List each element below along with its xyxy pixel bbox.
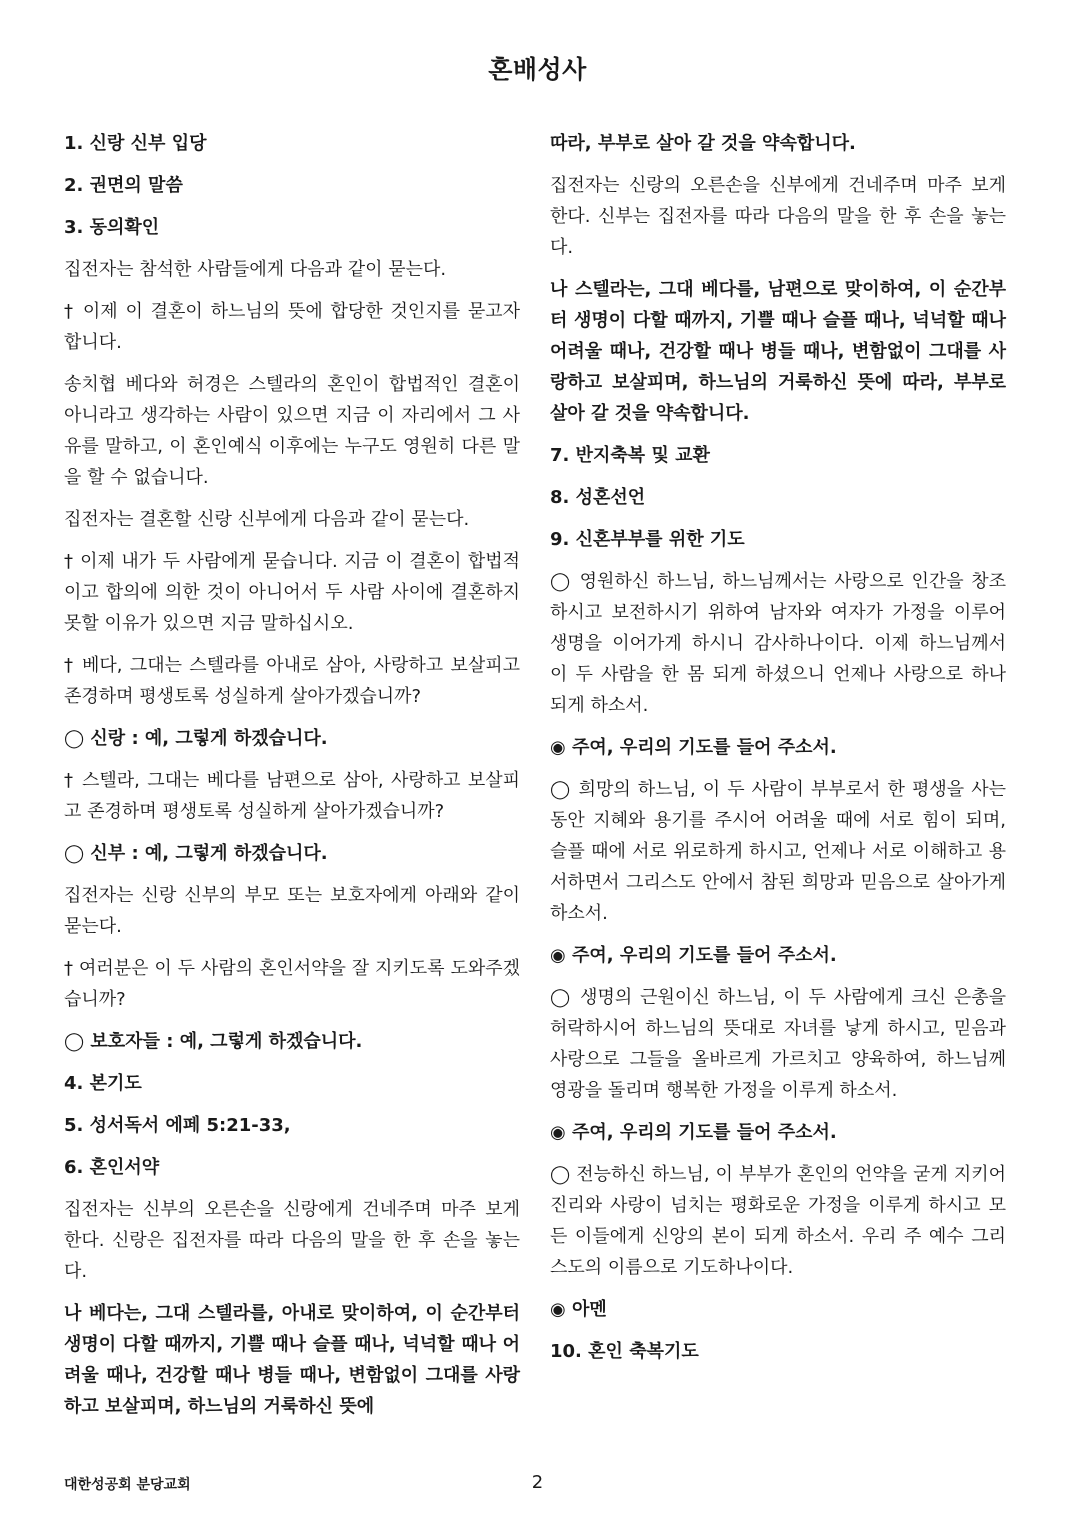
rubric-paragraph: 집전자는 신부의 오른손을 신랑에게 건네주며 마주 보게 한다. 신랑은 집전자를 따라 다음의 말을 한 후 손을 놓는다. bbox=[64, 1199, 520, 1282]
section-heading-exhortation: 2. 권면의 말씀 bbox=[64, 175, 183, 196]
prayer-paragraph: ◯ 희망의 하느님, 이 두 사람이 부부로서 한 평생을 사는 동안 지혜와 용기를 주시어 어려울 때에 서로 힘이 되며, 슬플 때에 서로 위로하게 하시고, 언제나 서로 이해하고 용서하면서 그리스도 안에서 참된 희망과 믿음으로 살아가게 하소서. bbox=[550, 779, 1006, 924]
rubric-paragraph: 집전자는 신랑 신부의 부모 또는 보호자에게 아래와 같이 묻는다. bbox=[64, 885, 520, 937]
left-column bbox=[64, 128, 520, 1433]
prayer-response: ◉ 주여, 우리의 기도를 들어 주소서. bbox=[550, 1122, 837, 1143]
section-heading-vows: 6. 혼인서약 bbox=[64, 1157, 160, 1178]
priest-question-guardians: † 여러분은 이 두 사람의 혼인서약을 잘 지키도록 도와주겠습니까? bbox=[64, 958, 520, 1010]
right-column bbox=[550, 128, 1006, 1378]
amen-response: ◉ 아멘 bbox=[550, 1299, 607, 1320]
priest-question-bride: † 스텔라, 그대는 베다를 남편으로 삼아, 사랑하고 보살피고 존경하며 평생토록 성실하게 살아가겠습니까? bbox=[64, 770, 520, 822]
prayer-response: ◉ 주여, 우리의 기도를 들어 주소서. bbox=[550, 945, 837, 966]
groom-response: ◯ 신랑 : 예, 그렇게 하겠습니다. bbox=[64, 728, 328, 749]
priest-declaration: 송치협 베다와 허경은 스텔라의 혼인이 합법적인 결혼이 아니라고 생각하는 사람이 있으면 지금 이 자리에서 그 사유를 말하고, 이 혼인예식 이후에는 누구도 영원히 다른 말을 할 수 없습니다. bbox=[64, 374, 520, 488]
section-heading-consent: 3. 동의확인 bbox=[64, 217, 160, 238]
section-heading-collect: 4. 본기도 bbox=[64, 1073, 142, 1094]
section-heading-rings: 7. 반지축복 및 교환 bbox=[550, 445, 710, 466]
priest-line: † 이제 이 결혼이 하느님의 뜻에 합당한 것인지를 묻고자 합니다. bbox=[64, 301, 520, 353]
footer-church-name: 대한성공회 분당교회 bbox=[64, 1477, 191, 1493]
rubric-paragraph: 집전자는 참석한 사람들에게 다음과 같이 묻는다. bbox=[64, 259, 447, 280]
bride-vow: 나 스텔라는, 그대 베다를, 남편으로 맞이하여, 이 순간부터 생명이 다할 때까지, 기쁠 때나 슬플 때나, 넉넉할 때나 어려울 때나, 건강할 때나 병들 때나, 변함없이 그대를 사랑하고 보살피며, 하느님의 거룩하신 뜻에 따라, 부부로 살아 갈 것을 약속합니다. bbox=[550, 279, 1006, 424]
section-heading-entrance: 1. 신랑 신부 입당 bbox=[64, 133, 207, 154]
prayer-paragraph: ◯ 전능하신 하느님, 이 부부가 혼인의 언약을 굳게 지키어 진리와 사랑이 넘치는 평화로운 가정을 이루게 하시고 모든 이들에게 신앙의 본이 되게 하소서. 우리 주 예수 그리스도의 이름으로 기도하나이다. bbox=[550, 1164, 1006, 1278]
bride-response: ◯ 신부 : 예, 그렇게 하겠습니다. bbox=[64, 843, 328, 864]
prayer-paragraph: ◯ 영원하신 하느님, 하느님께서는 사랑으로 인간을 창조하시고 보전하시기 위하여 남자와 여자가 가정을 이루어 생명을 이어가게 하시니 감사하나이다. 이제 하느님께서 이 두 사람을 한 몸 되게 하셨으니 언제나 사랑으로 하나 되게 하소서. bbox=[550, 571, 1006, 716]
rubric-paragraph: 집전자는 결혼할 신랑 신부에게 다음과 같이 묻는다. bbox=[64, 509, 470, 530]
section-heading-pronouncement: 8. 성혼선언 bbox=[550, 487, 646, 508]
page-number: 2 bbox=[531, 1472, 544, 1493]
prayer-response: ◉ 주여, 우리의 기도를 들어 주소서. bbox=[550, 737, 837, 758]
priest-line: † 이제 내가 두 사람에게 묻습니다. 지금 이 결혼이 합법적이고 합의에 의한 것이 아니어서 두 사람 사이에 결혼하지 못할 이유가 있으면 지금 말하십시오. bbox=[64, 551, 520, 634]
groom-vow: 나 베다는, 그대 스텔라를, 아내로 맞이하여, 이 순간부터 생명이 다할 때까지, 기쁠 때나 슬플 때나, 넉넉할 때나 어려울 때나, 건강할 때나 병들 때나, 변함없이 그대를 사랑하고 보살피며, 하느님의 거룩하신 뜻에 bbox=[64, 1303, 520, 1417]
priest-question-groom: † 베다, 그대는 스텔라를 아내로 삼아, 사랑하고 보살피고 존경하며 평생토록 성실하게 살아가겠습니까? bbox=[64, 655, 520, 707]
page-title: 혼배성사 bbox=[488, 55, 587, 84]
prayer-paragraph: ◯ 생명의 근원이신 하느님, 이 두 사람에게 크신 은총을 허락하시어 하느님의 뜻대로 자녀를 낳게 하시고, 믿음과 사랑으로 그들을 올바르게 가르치고 양육하여, 하느님께 영광을 돌리며 행복한 가정을 이루게 하소서. bbox=[550, 987, 1006, 1101]
guardians-response: ◯ 보호자들 : 예, 그렇게 하겠습니다. bbox=[64, 1031, 363, 1052]
rubric-paragraph: 집전자는 신랑의 오른손을 신부에게 건네주며 마주 보게 한다. 신부는 집전자를 따라 다음의 말을 한 후 손을 놓는다. bbox=[550, 175, 1006, 258]
section-heading-blessing: 10. 혼인 축복기도 bbox=[550, 1341, 699, 1362]
section-heading-reading: 5. 성서독서 에페 5:21-33, bbox=[64, 1115, 291, 1136]
groom-vow-continued: 따라, 부부로 살아 갈 것을 약속합니다. bbox=[550, 133, 856, 154]
section-heading-prayers: 9. 신혼부부를 위한 기도 bbox=[550, 529, 745, 550]
